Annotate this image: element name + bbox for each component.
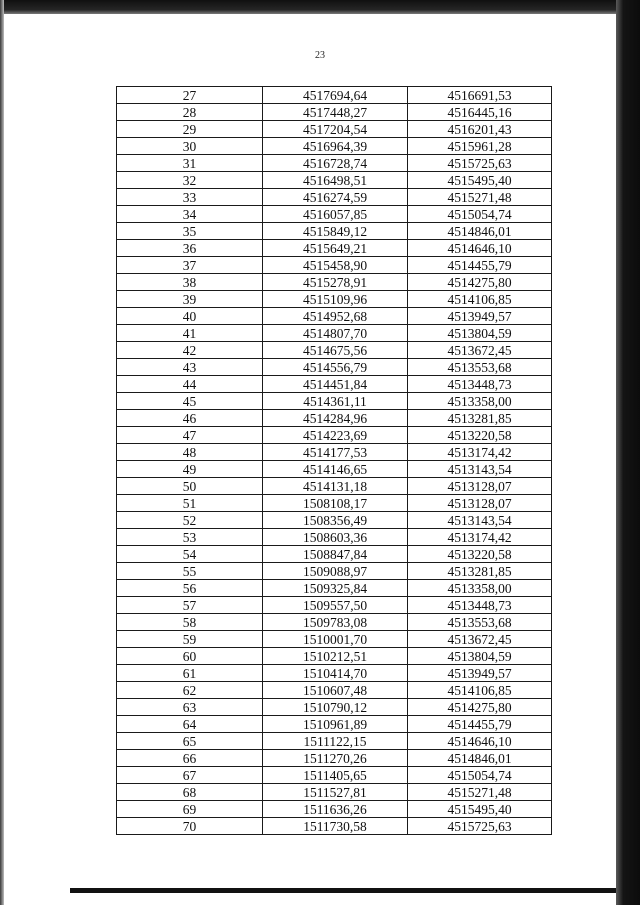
coordinate-y-cell: 4514106,85: [408, 291, 552, 308]
table-row: [117, 682, 552, 699]
point-number-cell: 46: [117, 410, 263, 427]
point-number-cell: 30: [117, 138, 263, 155]
coordinate-x-cell: 1509557,50: [263, 597, 408, 614]
table-row: [117, 376, 552, 393]
point-number-cell: 27: [117, 87, 263, 104]
coordinate-x-cell: 4515458,90: [263, 257, 408, 274]
table-row: [117, 580, 552, 597]
point-number-cell: 32: [117, 172, 263, 189]
table-row: [117, 801, 552, 818]
coordinate-y-cell: 4513220,58: [408, 427, 552, 444]
coordinate-y-cell: 4514455,79: [408, 716, 552, 733]
coordinate-x-cell: 4514223,69: [263, 427, 408, 444]
point-number-cell: 42: [117, 342, 263, 359]
point-number-cell: 35: [117, 223, 263, 240]
point-number-cell: 64: [117, 716, 263, 733]
coordinate-y-cell: 4515725,63: [408, 818, 552, 835]
coordinate-x-cell: 1508603,36: [263, 529, 408, 546]
table-row: [117, 546, 552, 563]
point-number-cell: 45: [117, 393, 263, 410]
coordinate-x-cell: 4515849,12: [263, 223, 408, 240]
coordinate-x-cell: 1509088,97: [263, 563, 408, 580]
point-number-cell: 43: [117, 359, 263, 376]
scan-border-left: [0, 0, 4, 905]
coordinates-table-body: [117, 87, 552, 835]
table-row: [117, 308, 552, 325]
coordinate-x-cell: 4516964,39: [263, 138, 408, 155]
coordinate-x-cell: 1510414,70: [263, 665, 408, 682]
point-number-cell: 44: [117, 376, 263, 393]
point-number-cell: 53: [117, 529, 263, 546]
coordinate-y-cell: 4513281,85: [408, 563, 552, 580]
coordinate-y-cell: 4513672,45: [408, 631, 552, 648]
coordinate-y-cell: 4515271,48: [408, 189, 552, 206]
point-number-cell: 48: [117, 444, 263, 461]
page-number: 23: [315, 50, 325, 61]
table-row: [117, 597, 552, 614]
coordinate-x-cell: 4514952,68: [263, 308, 408, 325]
coordinate-y-cell: 4516691,53: [408, 87, 552, 104]
coordinate-y-cell: 4513448,73: [408, 376, 552, 393]
point-number-cell: 65: [117, 733, 263, 750]
coordinate-x-cell: 1511405,65: [263, 767, 408, 784]
coordinate-y-cell: 4513128,07: [408, 495, 552, 512]
coordinate-x-cell: 4514451,84: [263, 376, 408, 393]
coordinate-x-cell: 4516498,51: [263, 172, 408, 189]
point-number-cell: 68: [117, 784, 263, 801]
coordinate-y-cell: 4514646,10: [408, 240, 552, 257]
point-number-cell: 33: [117, 189, 263, 206]
point-number-cell: 61: [117, 665, 263, 682]
table-row: [117, 716, 552, 733]
table-row: [117, 648, 552, 665]
coordinate-y-cell: 4515271,48: [408, 784, 552, 801]
point-number-cell: 47: [117, 427, 263, 444]
table-row: [117, 784, 552, 801]
point-number-cell: 69: [117, 801, 263, 818]
table-row: [117, 240, 552, 257]
coordinate-x-cell: 4515649,21: [263, 240, 408, 257]
coordinate-y-cell: 4513553,68: [408, 359, 552, 376]
coordinate-x-cell: 1511527,81: [263, 784, 408, 801]
table-row: [117, 444, 552, 461]
coordinate-x-cell: 4515109,96: [263, 291, 408, 308]
table-row: [117, 138, 552, 155]
table-row: [117, 461, 552, 478]
coordinate-y-cell: 4514846,01: [408, 750, 552, 767]
point-number-cell: 41: [117, 325, 263, 342]
table-row: [117, 104, 552, 121]
table-row: [117, 172, 552, 189]
table-row: [117, 665, 552, 682]
table-row: [117, 87, 552, 104]
coordinate-x-cell: 1508356,49: [263, 512, 408, 529]
coordinate-y-cell: 4515054,74: [408, 767, 552, 784]
coordinate-x-cell: 4516728,74: [263, 155, 408, 172]
point-number-cell: 57: [117, 597, 263, 614]
coordinate-x-cell: 4514177,53: [263, 444, 408, 461]
coordinate-y-cell: 4513358,00: [408, 580, 552, 597]
coordinate-y-cell: 4513358,00: [408, 393, 552, 410]
coordinate-y-cell: 4513804,59: [408, 325, 552, 342]
coordinate-y-cell: 4513672,45: [408, 342, 552, 359]
table-row: [117, 121, 552, 138]
table-row: [117, 478, 552, 495]
coordinate-y-cell: 4514455,79: [408, 257, 552, 274]
table-row: [117, 410, 552, 427]
table-row: [117, 699, 552, 716]
point-number-cell: 59: [117, 631, 263, 648]
table-row: [117, 767, 552, 784]
point-number-cell: 34: [117, 206, 263, 223]
coordinate-y-cell: 4513281,85: [408, 410, 552, 427]
coordinate-x-cell: 1511270,26: [263, 750, 408, 767]
coordinate-x-cell: 1508108,17: [263, 495, 408, 512]
point-number-cell: 51: [117, 495, 263, 512]
point-number-cell: 55: [117, 563, 263, 580]
point-number-cell: 58: [117, 614, 263, 631]
point-number-cell: 29: [117, 121, 263, 138]
table-row: [117, 155, 552, 172]
point-number-cell: 66: [117, 750, 263, 767]
table-row: [117, 614, 552, 631]
table-row: [117, 223, 552, 240]
coordinate-y-cell: 4513143,54: [408, 512, 552, 529]
coordinate-x-cell: 4515278,91: [263, 274, 408, 291]
table-row: [117, 291, 552, 308]
table-row: [117, 274, 552, 291]
coordinate-x-cell: 1510607,48: [263, 682, 408, 699]
table-row: [117, 342, 552, 359]
coordinate-y-cell: 4516445,16: [408, 104, 552, 121]
point-number-cell: 60: [117, 648, 263, 665]
coordinate-x-cell: 1508847,84: [263, 546, 408, 563]
coordinate-x-cell: 4516274,59: [263, 189, 408, 206]
point-number-cell: 39: [117, 291, 263, 308]
coordinate-x-cell: 4514807,70: [263, 325, 408, 342]
coordinate-x-cell: 1511122,15: [263, 733, 408, 750]
coordinate-y-cell: 4513949,57: [408, 665, 552, 682]
coordinate-y-cell: 4514275,80: [408, 274, 552, 291]
point-number-cell: 37: [117, 257, 263, 274]
coordinate-x-cell: 4514284,96: [263, 410, 408, 427]
coordinate-y-cell: 4513448,73: [408, 597, 552, 614]
coordinate-y-cell: 4513174,42: [408, 444, 552, 461]
point-number-cell: 36: [117, 240, 263, 257]
table-row: [117, 563, 552, 580]
point-number-cell: 50: [117, 478, 263, 495]
coordinate-y-cell: 4514106,85: [408, 682, 552, 699]
table-row: [117, 427, 552, 444]
coordinate-y-cell: 4515495,40: [408, 801, 552, 818]
point-number-cell: 56: [117, 580, 263, 597]
table-row: [117, 189, 552, 206]
table-row: [117, 733, 552, 750]
coordinate-x-cell: 4517204,54: [263, 121, 408, 138]
coordinate-y-cell: 4515961,28: [408, 138, 552, 155]
coordinate-y-cell: 4514846,01: [408, 223, 552, 240]
coordinate-y-cell: 4513143,54: [408, 461, 552, 478]
table-row: [117, 631, 552, 648]
table-row: [117, 359, 552, 376]
coordinate-x-cell: 1510212,51: [263, 648, 408, 665]
table-row: [117, 512, 552, 529]
point-number-cell: 28: [117, 104, 263, 121]
coordinate-y-cell: 4514646,10: [408, 733, 552, 750]
coordinate-y-cell: 4515495,40: [408, 172, 552, 189]
point-number-cell: 38: [117, 274, 263, 291]
table-row: [117, 495, 552, 512]
coordinate-y-cell: 4513220,58: [408, 546, 552, 563]
coordinate-y-cell: 4513128,07: [408, 478, 552, 495]
point-number-cell: 54: [117, 546, 263, 563]
scan-border-bottom: [70, 888, 616, 893]
table-row: [117, 750, 552, 767]
coordinate-x-cell: 4514675,56: [263, 342, 408, 359]
coordinate-x-cell: 4517448,27: [263, 104, 408, 121]
table-row: [117, 529, 552, 546]
coordinate-x-cell: 4514131,18: [263, 478, 408, 495]
table-row: [117, 393, 552, 410]
coordinates-table: [116, 86, 552, 835]
table-row: [117, 206, 552, 223]
coordinate-x-cell: 4517694,64: [263, 87, 408, 104]
coordinate-y-cell: 4513949,57: [408, 308, 552, 325]
coordinate-x-cell: 1509783,08: [263, 614, 408, 631]
coordinate-x-cell: 1510790,12: [263, 699, 408, 716]
coordinate-y-cell: 4516201,43: [408, 121, 552, 138]
coordinate-x-cell: 4514361,11: [263, 393, 408, 410]
coordinate-x-cell: 4514556,79: [263, 359, 408, 376]
coordinate-x-cell: 1510961,89: [263, 716, 408, 733]
point-number-cell: 63: [117, 699, 263, 716]
coordinate-x-cell: 1509325,84: [263, 580, 408, 597]
table-row: [117, 818, 552, 835]
coordinate-y-cell: 4515725,63: [408, 155, 552, 172]
scan-border-right: [616, 0, 640, 905]
point-number-cell: 70: [117, 818, 263, 835]
coordinate-x-cell: 1511636,26: [263, 801, 408, 818]
point-number-cell: 62: [117, 682, 263, 699]
table-row: [117, 325, 552, 342]
coordinate-y-cell: 4514275,80: [408, 699, 552, 716]
coordinate-y-cell: 4515054,74: [408, 206, 552, 223]
scan-border-top: [0, 0, 640, 14]
coordinate-x-cell: 1511730,58: [263, 818, 408, 835]
coordinate-x-cell: 4514146,65: [263, 461, 408, 478]
table-row: [117, 257, 552, 274]
point-number-cell: 67: [117, 767, 263, 784]
coordinate-x-cell: 4516057,85: [263, 206, 408, 223]
point-number-cell: 49: [117, 461, 263, 478]
point-number-cell: 40: [117, 308, 263, 325]
point-number-cell: 52: [117, 512, 263, 529]
point-number-cell: 31: [117, 155, 263, 172]
coordinate-y-cell: 4513553,68: [408, 614, 552, 631]
coordinate-x-cell: 1510001,70: [263, 631, 408, 648]
coordinate-y-cell: 4513804,59: [408, 648, 552, 665]
coordinate-y-cell: 4513174,42: [408, 529, 552, 546]
